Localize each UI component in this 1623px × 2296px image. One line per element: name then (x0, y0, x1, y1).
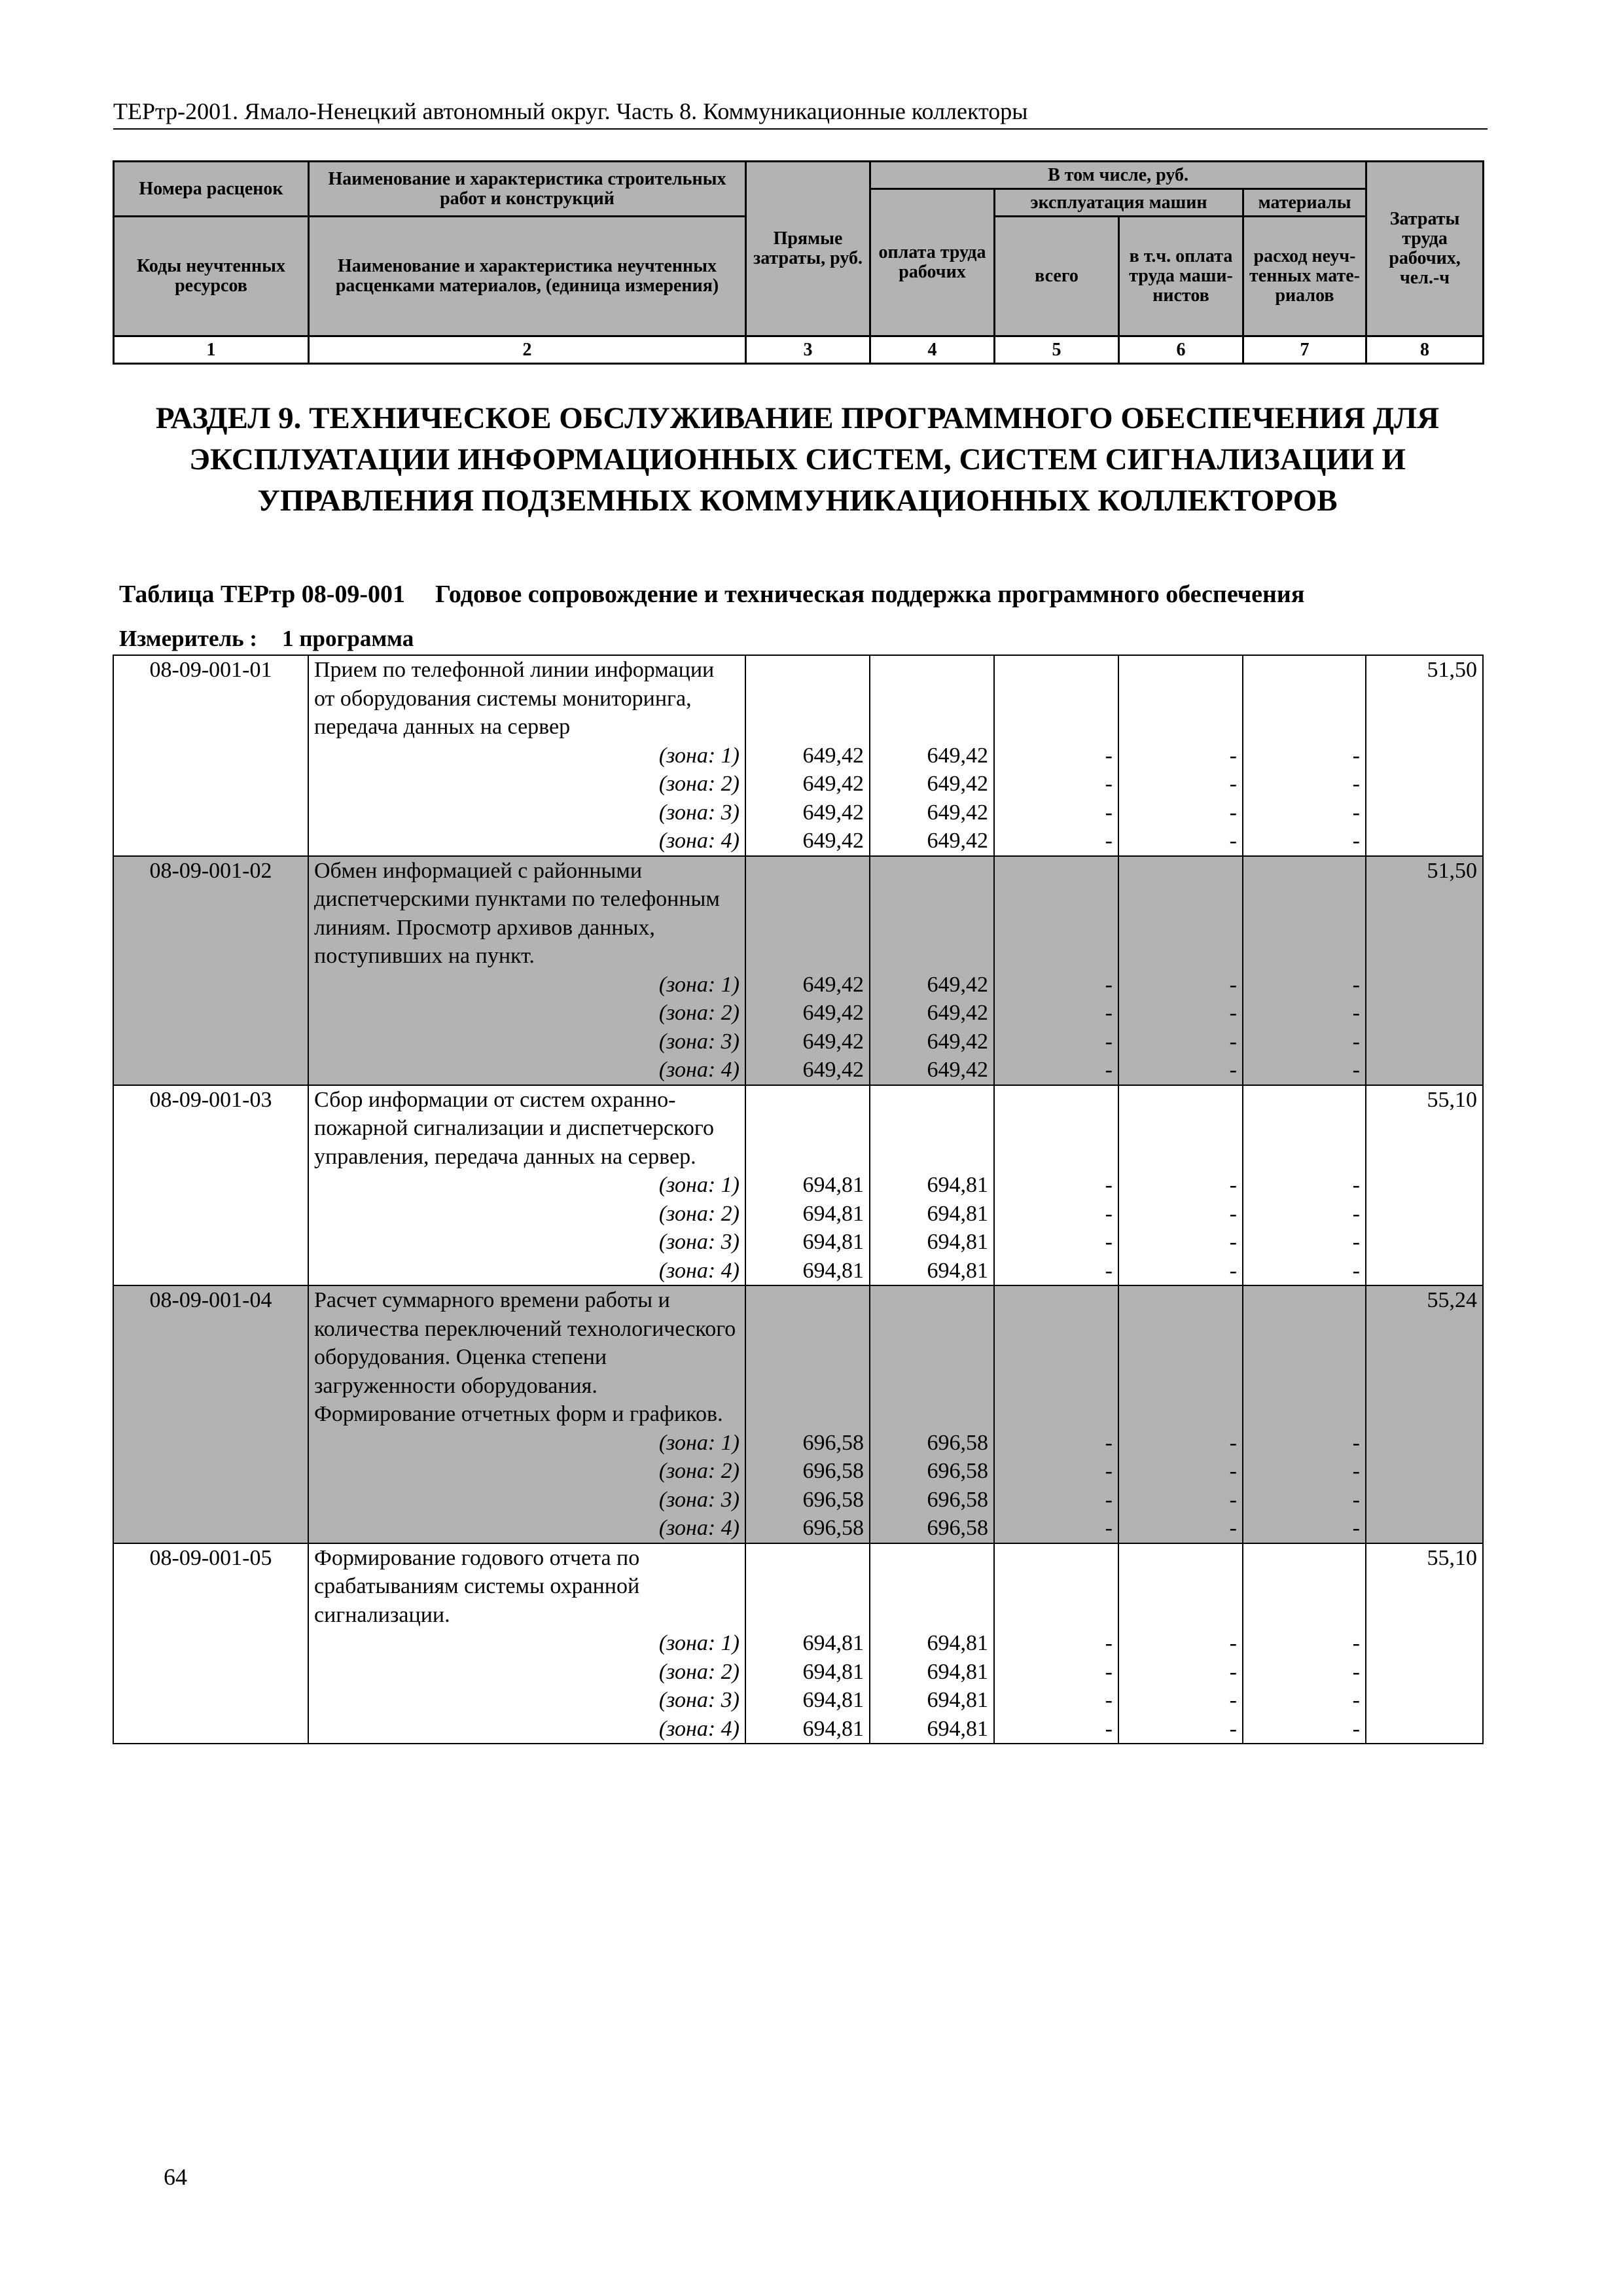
labor-pay: 694,81 (870, 1228, 994, 1257)
labor-costs-empty (1366, 1028, 1483, 1056)
zone-code-empty (113, 770, 308, 798)
unaccounted-materials: - (1243, 742, 1366, 770)
zone-label-text: (зона: 2) (658, 1659, 740, 1684)
operator-pay: - (1118, 1200, 1243, 1229)
measure-value: 1 программа (282, 626, 414, 651)
direct-cost: 694,81 (745, 1715, 870, 1744)
labor-costs-empty (1366, 1056, 1483, 1085)
empty-cell (994, 655, 1118, 742)
unaccounted-materials: - (1243, 827, 1366, 856)
empty-cell (994, 856, 1118, 971)
rate-name: Обмен информацией с районными диспетчерскими пунктами по телефонным линиям. Просмотр архивов данных, поступивших на пункт. (308, 856, 745, 971)
zone-row (113, 999, 1483, 1028)
zone-code-empty (113, 798, 308, 827)
zone-label-text: (зона: 4) (658, 829, 740, 853)
zone-label-text: (зона: 3) (658, 1688, 740, 1712)
direct-cost: 649,42 (745, 1056, 870, 1085)
machine-total: - (994, 1429, 1118, 1458)
table-title: Годовое сопровождение и техническая поддержка программного обеспечения (435, 581, 1305, 608)
operator-pay: - (1118, 742, 1243, 770)
col-material-name: Наименование и характеристика неучтенных расценками материалов, (единица измерения) (309, 217, 746, 336)
labor-costs-empty (1366, 1629, 1483, 1658)
labor-pay: 696,58 (870, 1514, 994, 1543)
labor-pay: 696,58 (870, 1457, 994, 1486)
col-work-name: Наименование и характеристика строительных работ и конструкций (309, 162, 746, 217)
labor-costs-empty (1366, 1171, 1483, 1200)
empty-cell (994, 1543, 1118, 1630)
zone-label (308, 1686, 745, 1715)
direct-cost: 694,81 (745, 1658, 870, 1687)
empty-cell (1118, 856, 1243, 971)
zone-row (113, 1171, 1483, 1200)
empty-cell (745, 655, 870, 742)
zone-label-text: (зона: 3) (658, 1029, 740, 1054)
zone-code-empty (113, 1056, 308, 1085)
direct-cost: 696,58 (745, 1457, 870, 1486)
labor-pay: 649,42 (870, 827, 994, 856)
col-machine-operation: эксплуатация машин (995, 189, 1243, 217)
zone-label (308, 742, 745, 770)
machine-total: - (994, 1486, 1118, 1515)
operator-pay: - (1118, 1658, 1243, 1687)
rate-labor-costs: 51,50 (1366, 655, 1483, 742)
machine-total: - (994, 1629, 1118, 1658)
zone-code-empty (113, 1257, 308, 1286)
direct-cost: 649,42 (745, 827, 870, 856)
direct-cost: 694,81 (745, 1257, 870, 1286)
labor-costs-empty (1366, 1429, 1483, 1458)
zone-label (308, 827, 745, 856)
zone-label (308, 1486, 745, 1515)
unaccounted-materials: - (1243, 1171, 1366, 1200)
machine-total: - (994, 1028, 1118, 1056)
direct-cost: 649,42 (745, 971, 870, 999)
col-direct-costs: Прямые затраты, руб. (746, 162, 870, 336)
operator-pay: - (1118, 971, 1243, 999)
zone-code-empty (113, 999, 308, 1028)
col-machine-total: всего (995, 217, 1119, 336)
col-unaccounted-materials: расход неуч-тенных мате-риалов (1243, 217, 1366, 336)
empty-cell (1243, 1085, 1366, 1172)
zone-code-empty (113, 1514, 308, 1543)
zone-row (113, 1056, 1483, 1085)
zone-row (113, 827, 1483, 856)
operator-pay: - (1118, 798, 1243, 827)
rate-labor-costs: 55,10 (1366, 1543, 1483, 1630)
machine-total: - (994, 971, 1118, 999)
rate-row (113, 1285, 1483, 1429)
zone-code-empty (113, 1486, 308, 1515)
empty-cell (745, 1085, 870, 1172)
unaccounted-materials: - (1243, 1658, 1366, 1687)
zone-row (113, 1457, 1483, 1486)
column-header-table (113, 160, 1484, 365)
measure-label: Измеритель : (119, 626, 258, 651)
labor-pay: 649,42 (870, 1028, 994, 1056)
zone-label (308, 1257, 745, 1286)
col-number: 6 (1119, 336, 1243, 364)
zone-label-text: (зона: 1) (658, 743, 740, 768)
machine-total: - (994, 1200, 1118, 1229)
unaccounted-materials: - (1243, 1200, 1366, 1229)
labor-costs-empty (1366, 1486, 1483, 1515)
table-caption (119, 579, 1304, 609)
unaccounted-materials: - (1243, 1514, 1366, 1543)
rate-name: Расчет суммарного времени работы и количества переключений технологического оборудования. Оценка степени загруженности оборудования. Формирование отчетных форм и графиков. (308, 1285, 745, 1429)
zone-row (113, 1658, 1483, 1687)
zone-label (308, 971, 745, 999)
section-title: РАЗДЕЛ 9. ТЕХНИЧЕСКОЕ ОБСЛУЖИВАНИЕ ПРОГРАММНОГО ОБЕСПЕЧЕНИЯ ДЛЯ ЭКСПЛУАТАЦИИ ИНФОРМАЦИОННЫХ СИСТЕМ, СИСТЕМ СИГНАЛИЗАЦИИ И УПРАВЛЕНИЯ ПОДЗЕМНЫХ КОММУНИКАЦИОННЫХ КОЛЛЕКТОРОВ (155, 401, 1440, 518)
rate-name: Сбор информации от систем охранно-пожарной сигнализации и диспетчерского управления, передача данных на сервер. (308, 1085, 745, 1172)
rates-table (113, 655, 1484, 1744)
col-number: 3 (746, 336, 870, 364)
rate-labor-costs: 55,10 (1366, 1085, 1483, 1172)
zone-label-text: (зона: 4) (658, 1058, 740, 1082)
unaccounted-materials: - (1243, 971, 1366, 999)
zone-label (308, 1715, 745, 1744)
empty-cell (1118, 1285, 1243, 1429)
zone-label (308, 1200, 745, 1229)
empty-cell (1243, 856, 1366, 971)
col-number: 8 (1366, 336, 1484, 364)
direct-cost: 649,42 (745, 770, 870, 798)
col-labor-costs: Затраты труда рабочих, чел.-ч (1366, 162, 1484, 336)
zone-label-text: (зона: 4) (658, 1258, 740, 1283)
machine-total: - (994, 1228, 1118, 1257)
empty-cell (1118, 655, 1243, 742)
direct-cost: 649,42 (745, 1028, 870, 1056)
rate-row (113, 856, 1483, 971)
direct-cost: 694,81 (745, 1629, 870, 1658)
labor-pay: 649,42 (870, 999, 994, 1028)
operator-pay: - (1118, 1629, 1243, 1658)
direct-cost: 694,81 (745, 1171, 870, 1200)
labor-pay: 696,58 (870, 1429, 994, 1458)
machine-total: - (994, 1457, 1118, 1486)
zone-code-empty (113, 1171, 308, 1200)
operator-pay: - (1118, 1257, 1243, 1286)
machine-total: - (994, 1171, 1118, 1200)
col-number: 4 (870, 336, 995, 364)
direct-cost: 694,81 (745, 1200, 870, 1229)
labor-costs-empty (1366, 1514, 1483, 1543)
unaccounted-materials: - (1243, 770, 1366, 798)
labor-pay: 649,42 (870, 742, 994, 770)
labor-costs-empty (1366, 1200, 1483, 1229)
zone-label-text: (зона: 4) (658, 1516, 740, 1540)
zone-row (113, 1686, 1483, 1715)
unaccounted-materials: - (1243, 1686, 1366, 1715)
machine-total: - (994, 770, 1118, 798)
col-labor-pay: оплата труда рабочих (870, 189, 995, 336)
zone-label (308, 1457, 745, 1486)
labor-pay: 694,81 (870, 1171, 994, 1200)
zone-row (113, 798, 1483, 827)
zone-row (113, 1028, 1483, 1056)
empty-cell (745, 1285, 870, 1429)
machine-total: - (994, 827, 1118, 856)
labor-pay: 649,42 (870, 971, 994, 999)
unaccounted-materials: - (1243, 798, 1366, 827)
zone-label (308, 1514, 745, 1543)
direct-cost: 649,42 (745, 798, 870, 827)
measure-unit (119, 625, 414, 653)
zone-label (308, 770, 745, 798)
operator-pay: - (1118, 770, 1243, 798)
labor-pay: 694,81 (870, 1686, 994, 1715)
zone-code-empty (113, 1200, 308, 1229)
labor-costs-empty (1366, 770, 1483, 798)
machine-total: - (994, 1514, 1118, 1543)
operator-pay: - (1118, 1429, 1243, 1458)
zone-code-empty (113, 1228, 308, 1257)
empty-cell (1243, 1285, 1366, 1429)
labor-costs-empty (1366, 827, 1483, 856)
zone-label (308, 1658, 745, 1687)
rates-body (113, 655, 1483, 1744)
zone-row (113, 1514, 1483, 1543)
operator-pay: - (1118, 1056, 1243, 1085)
machine-total: - (994, 1715, 1118, 1744)
labor-costs-empty (1366, 1457, 1483, 1486)
rate-name: Формирование годового отчета по срабатываниям системы охранной сигнализации. (308, 1543, 745, 1630)
unaccounted-materials: - (1243, 1228, 1366, 1257)
zone-code-empty (113, 1028, 308, 1056)
zone-label (308, 999, 745, 1028)
unaccounted-materials: - (1243, 999, 1366, 1028)
zone-code-empty (113, 1686, 308, 1715)
empty-cell (745, 856, 870, 971)
unaccounted-materials: - (1243, 1257, 1366, 1286)
empty-cell (870, 856, 994, 971)
col-including: В том числе, руб. (870, 162, 1366, 189)
operator-pay: - (1118, 1457, 1243, 1486)
zone-row (113, 742, 1483, 770)
unaccounted-materials: - (1243, 1056, 1366, 1085)
zone-label (308, 798, 745, 827)
zone-code-empty (113, 1629, 308, 1658)
zone-code-empty (113, 742, 308, 770)
empty-cell (1243, 1543, 1366, 1630)
zone-label-text: (зона: 4) (658, 1716, 740, 1741)
direct-cost: 696,58 (745, 1514, 870, 1543)
empty-cell (1118, 1543, 1243, 1630)
col-number: 5 (995, 336, 1119, 364)
zone-label (308, 1028, 745, 1056)
zone-label-text: (зона: 2) (658, 772, 740, 796)
unaccounted-materials: - (1243, 1486, 1366, 1515)
direct-cost: 649,42 (745, 742, 870, 770)
rate-row (113, 1085, 1483, 1172)
zone-label-text: (зона: 1) (658, 972, 740, 997)
operator-pay: - (1118, 1514, 1243, 1543)
empty-cell (1243, 655, 1366, 742)
rate-row (113, 1543, 1483, 1630)
empty-cell (870, 655, 994, 742)
machine-total: - (994, 798, 1118, 827)
labor-pay: 649,42 (870, 1056, 994, 1085)
machine-total: - (994, 1257, 1118, 1286)
labor-pay: 649,42 (870, 798, 994, 827)
rate-name: Прием по телефонной линии информации от оборудования системы мониторинга, передача данных на сервер (308, 655, 745, 742)
rate-code: 08-09-001-05 (113, 1543, 308, 1630)
machine-total: - (994, 1056, 1118, 1085)
running-header: ТЕРтр-2001. Ямало-Ненецкий автономный округ. Часть 8. Коммуникационные коллекторы (113, 97, 1488, 130)
operator-pay: - (1118, 827, 1243, 856)
zone-code-empty (113, 827, 308, 856)
labor-pay: 694,81 (870, 1715, 994, 1744)
zone-row (113, 1429, 1483, 1458)
labor-pay: 694,81 (870, 1658, 994, 1687)
col-materials: материалы (1243, 189, 1366, 217)
rate-code: 08-09-001-03 (113, 1085, 308, 1172)
empty-cell (745, 1543, 870, 1630)
zone-label-text: (зона: 1) (658, 1631, 740, 1655)
labor-costs-empty (1366, 971, 1483, 999)
zone-label (308, 1171, 745, 1200)
labor-pay: 694,81 (870, 1629, 994, 1658)
rate-labor-costs: 51,50 (1366, 856, 1483, 971)
zone-code-empty (113, 1429, 308, 1458)
empty-cell (994, 1085, 1118, 1172)
zone-row (113, 1200, 1483, 1229)
zone-label-text: (зона: 3) (658, 1230, 740, 1254)
zone-row (113, 1486, 1483, 1515)
empty-cell (1118, 1085, 1243, 1172)
zone-label-text: (зона: 2) (658, 1201, 740, 1226)
zone-label-text: (зона: 2) (658, 1001, 740, 1025)
unaccounted-materials: - (1243, 1629, 1366, 1658)
empty-cell (870, 1543, 994, 1630)
zone-label (308, 1056, 745, 1085)
labor-pay: 696,58 (870, 1486, 994, 1515)
machine-total: - (994, 1658, 1118, 1687)
unaccounted-materials: - (1243, 1028, 1366, 1056)
labor-pay: 649,42 (870, 770, 994, 798)
machine-total: - (994, 999, 1118, 1028)
col-resource-codes: Коды неучтенных ресурсов (114, 217, 309, 336)
unaccounted-materials: - (1243, 1457, 1366, 1486)
operator-pay: - (1118, 1486, 1243, 1515)
zone-label-text: (зона: 3) (658, 1487, 740, 1512)
col-number: 2 (309, 336, 746, 364)
direct-cost: 696,58 (745, 1429, 870, 1458)
operator-pay: - (1118, 1171, 1243, 1200)
operator-pay: - (1118, 999, 1243, 1028)
zone-code-empty (113, 1457, 308, 1486)
unaccounted-materials: - (1243, 1429, 1366, 1458)
operator-pay: - (1118, 1228, 1243, 1257)
zone-label (308, 1429, 745, 1458)
direct-cost: 696,58 (745, 1486, 870, 1515)
operator-pay: - (1118, 1028, 1243, 1056)
labor-costs-empty (1366, 1658, 1483, 1687)
zone-row (113, 971, 1483, 999)
labor-costs-empty (1366, 1686, 1483, 1715)
col-rate-numbers: Номера расценок (114, 162, 309, 217)
zone-row (113, 770, 1483, 798)
rate-code: 08-09-001-02 (113, 856, 308, 971)
zone-code-empty (113, 1658, 308, 1687)
col-number: 1 (114, 336, 309, 364)
empty-cell (870, 1085, 994, 1172)
direct-cost: 694,81 (745, 1686, 870, 1715)
labor-pay: 694,81 (870, 1257, 994, 1286)
page-number: 64 (164, 2164, 187, 2190)
zone-row (113, 1257, 1483, 1286)
machine-total: - (994, 742, 1118, 770)
zone-label (308, 1629, 745, 1658)
zone-code-empty (113, 1715, 308, 1744)
labor-costs-empty (1366, 798, 1483, 827)
rate-labor-costs: 55,24 (1366, 1285, 1483, 1429)
zone-label (308, 1228, 745, 1257)
zone-code-empty (113, 971, 308, 999)
labor-costs-empty (1366, 1228, 1483, 1257)
zone-label-text: (зона: 2) (658, 1459, 740, 1483)
unaccounted-materials: - (1243, 1715, 1366, 1744)
rate-code: 08-09-001-01 (113, 655, 308, 742)
labor-pay: 694,81 (870, 1200, 994, 1229)
labor-costs-empty (1366, 1715, 1483, 1744)
labor-costs-empty (1366, 742, 1483, 770)
empty-cell (870, 1285, 994, 1429)
operator-pay: - (1118, 1715, 1243, 1744)
operator-pay: - (1118, 1686, 1243, 1715)
zone-label-text: (зона: 1) (658, 1430, 740, 1455)
direct-cost: 694,81 (745, 1228, 870, 1257)
rate-row (113, 655, 1483, 742)
zone-row (113, 1629, 1483, 1658)
col-number: 7 (1243, 336, 1366, 364)
zone-label-text: (зона: 3) (658, 800, 740, 825)
direct-cost: 649,42 (745, 999, 870, 1028)
table-number: Таблица ТЕРтр 08-09-001 (119, 581, 406, 608)
empty-cell (994, 1285, 1118, 1429)
col-operator-pay: в т.ч. оплата труда маши-нистов (1119, 217, 1243, 336)
labor-costs-empty (1366, 1257, 1483, 1286)
zone-row (113, 1715, 1483, 1744)
rate-code: 08-09-001-04 (113, 1285, 308, 1429)
zone-label-text: (зона: 1) (658, 1173, 740, 1197)
zone-row (113, 1228, 1483, 1257)
machine-total: - (994, 1686, 1118, 1715)
labor-costs-empty (1366, 999, 1483, 1028)
